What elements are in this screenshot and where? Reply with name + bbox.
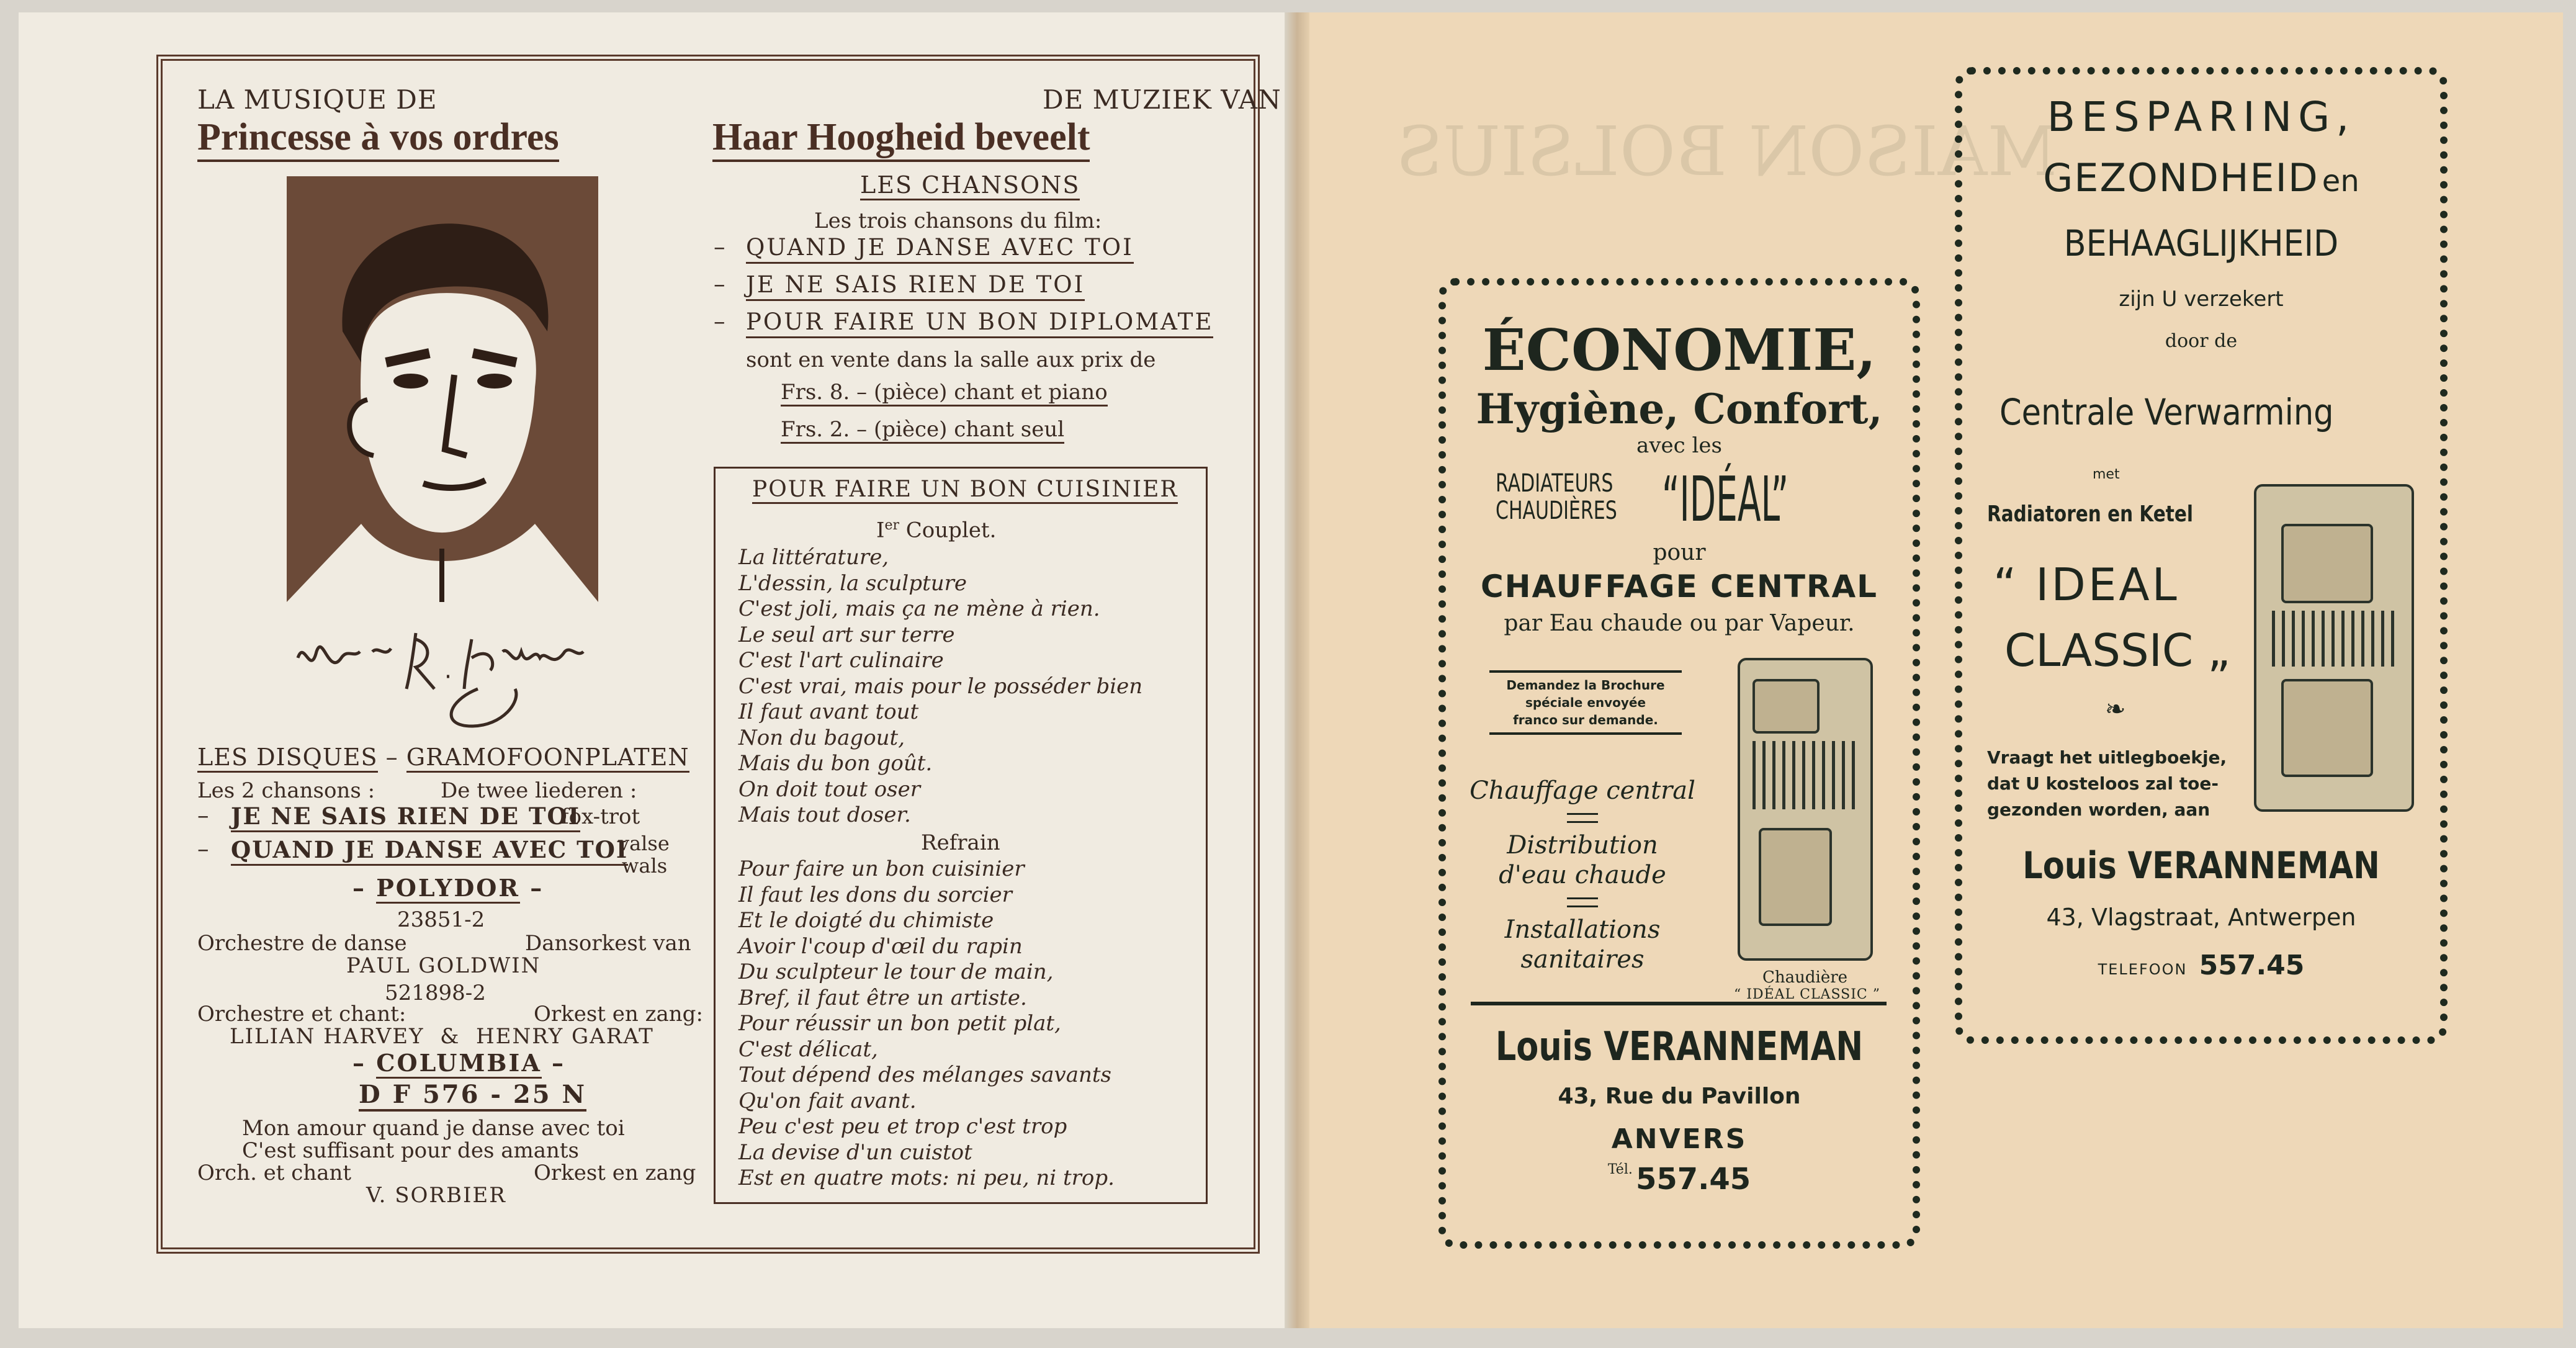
refrain-line: Est en quatre mots: ni peu, ni trop. [738,1166,1115,1190]
ad-nl-radiatoren: Radiatoren en Ketel [1987,501,2194,527]
ad-nl-line-2 [1962,155,2440,200]
header-nl: DE MUZIEK VAN [1043,84,1281,115]
refrain-line: Peu c'est peu et trop c'est trop [738,1114,1067,1139]
price-line-2: Frs. 2. – (pièce) chant seul [781,417,1064,444]
ad-fr-address: 43, Rue du Pavillon [1558,1084,1801,1109]
couplet-line: C'est joli, mais ça ne mène à rien. [738,596,1100,621]
vraagt-line: dat U kosteloos zal toe- [1987,773,2219,794]
polydor-number-1: 23851-2 [397,907,485,932]
orchestra-fr: Orchestre de danse [197,931,407,956]
refrain-verse [738,856,1115,1192]
columbia-number: D F 576 - 25 N [359,1080,586,1112]
orchestra-chant-fr: Orchestre et chant: [197,1002,406,1027]
service-line: Installations [1504,915,1661,944]
refrain-line: Qu'on fait avant. [738,1088,917,1113]
song-dash-3: – [714,308,725,335]
ad-nl-line-4: zijn U verzekert [2119,287,2284,312]
ad-nl-company: Louis VERANNEMAN [2022,844,2380,887]
ad-nl-address: 43, Vlagstraat, Antwerpen [2046,904,2356,931]
ad-nl-line-5: door de [2165,330,2238,352]
title-nl: Haar Hoogheid beveelt [712,115,1090,162]
boiler-grill [2272,611,2396,667]
couplet-line: Mais du bon goût. [738,751,933,776]
ad-fr-par: par Eau chaude ou par Vapeur. [1504,611,1855,636]
service-separator [1567,813,1598,823]
disques-heading-nl: GRAMOFOONPLATEN [406,744,689,773]
tel-number: 557.45 [1635,1162,1751,1197]
boiler-illustration-2 [2254,484,2414,812]
record-1-title: JE NE SAIS RIEN DE TOI [231,802,580,832]
couplet-line: Non du bagout, [738,725,905,750]
boiler-caption-2: “ IDÉAL CLASSIC ” [1734,987,1880,1002]
ad-nl-gezondheid: GEZONDHEID [2043,155,2319,200]
orchestra-leader: PAUL GOLDWIN [346,953,541,978]
song-title-2: JE NE SAIS RIEN DE TOI [746,271,1085,301]
title-fr: Princesse à vos ordres [197,115,559,162]
polydor-number-2: 521898-2 [385,981,486,1005]
song-title-3: POUR FAIRE UN BON DIPLOMATE [746,308,1213,338]
ad-fr-city: ANVERS [1611,1123,1748,1155]
ad-fr-chaudieres: CHAUDIÈRES [1496,497,1617,525]
ad-fr-headline-2: Hygiène, Confort, [1476,385,1883,433]
ad-fr-radiateurs: RADIATEURS [1496,469,1613,498]
song-dash-1: – [714,233,725,260]
ad-fr-brand: “IDÉAL” [1662,463,1789,536]
ad-nl-line-3: BEHAAGLIJKHEID [2063,222,2339,264]
service-line: sanitaires [1520,945,1645,974]
disques-heading-fr: LES DISQUES [197,744,378,773]
orchestra-chant-nl: Orkest en zang: [534,1002,703,1027]
service-line: Distribution [1507,831,1658,860]
ad-nl-vraagt [1987,745,2227,823]
vraagt-line: Vraagt het uitlegboekje, [1987,747,2227,768]
disques-heading [197,744,689,771]
composer-portrait [287,176,598,602]
label-columbia-name: COLUMBIA [376,1049,542,1079]
couplet-label-superscript: er [884,518,899,533]
portrait-drawing [287,176,598,602]
bleed-through-text: MAISON BOLSIUS [1396,112,2058,191]
conductor: V. SORBIER [366,1183,506,1208]
chansons-intro: Les trois chansons du film: [814,209,1102,233]
columbia-line-2: C'est suffisant pour des amants [242,1138,579,1163]
refrain-line: Et le doigté du chimiste [738,908,994,933]
service-line: Chauffage central [1470,776,1695,805]
ad-fr-chauffage: CHAUFFAGE CENTRAL [1480,568,1878,604]
boiler-illustration [1738,658,1873,961]
boiler-door-bottom [1759,828,1832,926]
record-2-title: QUAND JE DANSE AVEC TOI [231,835,628,866]
record-dash-1: – [197,802,209,829]
refrain-line: Bref, il faut être un artiste. [738,985,1027,1010]
orchestra-nl: Dansorkest van [525,931,691,956]
refrain-line: C'est délicat, [738,1036,878,1062]
record-1-style: fox-trot [561,804,640,829]
columbia-line-1: Mon amour quand je danse avec toi [242,1116,625,1141]
refrain-line: Du sculpteur le tour de main, [738,959,1054,984]
brochure-line: franco sur demande. [1513,712,1658,727]
couplet-line: C'est vrai, mais pour le posséder bien [738,673,1143,699]
orchestra-chant-nl-2: Orkest en zang [534,1161,696,1185]
header-fr: LA MUSIQUE DE [197,84,438,115]
boiler-door-top [1752,679,1820,734]
poem-title: POUR FAIRE UN BON CUISINIER [752,477,1178,504]
boiler-door-bottom [2281,679,2373,777]
singers: LILIAN HARVEY & HENRY GARAT [230,1024,654,1049]
refrain-label: Refrain [921,830,1000,855]
refrain-line: Avoir l'coup d'œil du rapin [738,933,1023,959]
ad-ideal-french [1438,278,1920,1249]
service-line: d'eau chaude [1499,861,1666,889]
ad-fr-company: Louis VERANNEMAN [1495,1024,1864,1070]
ad-fr-telephone [1446,1162,1913,1197]
orchestra-chant-fr-2: Orch. et chant [197,1161,352,1185]
service-separator [1567,897,1598,907]
couplet-line: Il faut avant tout [738,699,919,724]
record-2-style-2: wals [622,854,668,878]
couplet-line: La littérature, [738,545,889,570]
composer-signature [292,621,590,739]
ad-nl-line-6: Centrale Verwarming [1999,391,2334,433]
label-columbia: – COLUMBIA – [352,1049,565,1077]
ad-nl-en: en [2322,164,2359,199]
couplet-verse [738,545,1142,829]
record-2-style-1: valse [618,832,670,855]
ad-fr-divider [1471,1002,1887,1005]
song-title-1: QUAND JE DANSE AVEC TOI [746,233,1134,264]
boiler-door-top [2281,524,2373,603]
ad-fr-headline-1: ÉCONOMIE, [1482,317,1877,384]
refrain-line: La devise d'un cuistot [738,1139,972,1165]
refrain-line: Pour faire un bon cuisinier [738,856,1025,881]
ad-nl-brand-2: CLASSIC „ [2004,624,2231,676]
couplet-line: On doit tout oser [738,776,920,802]
couplet-line: C'est l'art culinaire [738,648,944,673]
brochure-line: spéciale envoyée [1525,695,1646,710]
tel-label: Tél. [1607,1162,1633,1177]
couplet-label-number: I [876,518,885,543]
refrain-line: Il faut les dons du sorcier [738,882,1012,907]
price-line-1: Frs. 8. – (pièce) chant et piano [781,380,1108,407]
ad-nl-telephone [1962,950,2440,981]
boiler-grill [1752,741,1858,809]
ad-ideal-dutch [1955,67,2448,1044]
label-polydor: – POLYDOR – [352,874,544,902]
record-dash-2: – [197,835,209,862]
label-polydor-name: POLYDOR [376,874,520,904]
chansons-heading: LES CHANSONS [860,171,1080,200]
ad-nl-tel-number: 557.45 [2199,950,2305,981]
ornament-icon: ❧ [2105,695,2126,724]
sale-text: sont en vente dans la salle aux prix de [746,348,1156,372]
brochure-line: Demandez la Brochure [1506,678,1665,693]
disques-heading-separator: – [385,744,398,771]
couplet-line: Le seul art sur terre [738,622,955,647]
couplet-line: L'dessin, la sculpture [738,570,967,596]
ad-fr-services [1465,776,1700,974]
vraagt-line: gezonden worden, aan [1987,799,2210,820]
ad-fr-pour: pour [1653,540,1706,565]
refrain-line: Pour réussir un bon petit plat, [738,1011,1061,1036]
song-dash-2: – [714,271,725,297]
couplet-line: Mais tout doser. [738,802,911,827]
ad-nl-line-1: BESPARING, [2047,93,2356,141]
ad-fr-avec: avec les [1636,433,1722,458]
chansons-count-fr: Les 2 chansons : [197,778,375,803]
ad-nl-brand-1: “ IDEAL [1993,559,2179,611]
couplet-label-text: Couplet. [899,518,997,543]
chansons-count-nl: De twee liederen : [441,778,637,803]
ad-fr-brochure-box [1489,670,1682,735]
book-spine [1285,12,1309,1328]
ad-nl-tel-label: TELEFOON [2098,961,2188,978]
boiler-caption-1: Chaudière [1762,968,1848,987]
refrain-line: Tout dépend des mélanges savants [738,1063,1112,1087]
ad-nl-met: met [2093,467,2120,482]
couplet-label [876,518,996,542]
